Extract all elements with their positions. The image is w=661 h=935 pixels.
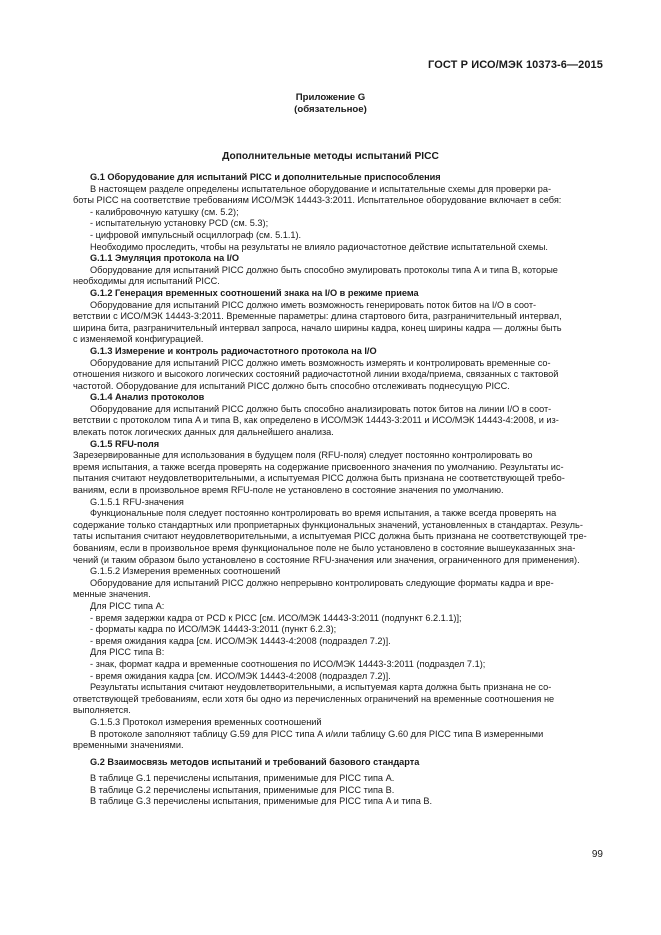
text-line: частотой. Оборудование для испытаний PICC должно быть способно отслеживать поднесущую PICC. bbox=[73, 380, 510, 391]
text-line: Оборудование для испытаний PICC должно быть способно анализировать поток битов на линии I/O в соот- bbox=[90, 403, 552, 414]
text-line: - время ожидания кадра [см. ИСО/МЭК 14443-4:2008 (подраздел 7.2)]. bbox=[90, 670, 391, 681]
text-line: В таблице G.2 перечислены испытания, применимые для PICC типа B. bbox=[90, 784, 395, 795]
text-line: - испытательную установку PCD (см. 5.3); bbox=[90, 218, 269, 229]
text-line: ширина бита, разграничительный интервал запроса, начало ширины кадра, конец ширины кадра — должны быть bbox=[73, 322, 562, 333]
text-line: Результаты испытания считают неудовлетворительными, а испытуемая карта должна быть признана не со- bbox=[90, 682, 552, 693]
text-line: В таблице G.1 перечислены испытания, применимые для PICC типа A. bbox=[90, 773, 395, 784]
text-line: отношения низкого и высокого логических состояний радиочастотной линии входа/приема, связанных с тактовой bbox=[73, 369, 559, 380]
text-line: Оборудование для испытаний PICC должно иметь возможность генерировать поток битов на I/O в соот- bbox=[90, 299, 537, 310]
text-line: влекать поток логических данных для дальнейшего анализа. bbox=[73, 427, 334, 438]
text-line: ветствии с ИСО/МЭК 14443-3:2011. Временные параметры: длина стартового бита, разграничительный интервал, bbox=[73, 311, 562, 322]
text-line: боты PICC на соответствие требованиям ИСО/МЭК 14443-3:2011. Испытательное оборудование включает в себя: bbox=[73, 195, 562, 206]
text-line: G.1.5.2 Измерения временных соотношений bbox=[90, 566, 281, 577]
text-line: ответствующей требованиям, если хотя бы одно из перечисленных ограничений на временные соотношения не bbox=[73, 693, 555, 704]
text-line: Необходимо проследить, чтобы на результаты не влияло радиочастотное действие испытательной схемы. bbox=[90, 241, 548, 252]
subsection-heading: G.2 Взаимосвязь методов испытаний и требований базового стандарта bbox=[90, 756, 420, 767]
subsection-heading: G.1.1 Эмуляция протокола на I/O bbox=[90, 253, 239, 264]
text-line: время испытания, а также всегда проверять на содержание присвоенного значения по умолчанию. Результаты ис- bbox=[73, 461, 564, 472]
text-line: бованиям, если в произвольное время функциональное поле не было установлено в состояние вышеуказанных зна- bbox=[73, 543, 576, 553]
text-line: - время задержки кадра от PCD к PICC [см. ИСО/МЭК 14443-3:2011 (подпункт 6.2.1.1)]; bbox=[90, 612, 462, 623]
document-header: ГОСТ Р ИСО/МЭК 10373-6—2015 bbox=[428, 59, 603, 71]
annex-heading bbox=[0, 92, 661, 116]
text-line: - цифровой импульсный осциллограф (см. 5.1.1). bbox=[90, 229, 302, 240]
text-line: В протоколе заполняют таблицу G.59 для PICC типа A и/или таблицу G.60 для PICC типа B измеренными bbox=[90, 728, 544, 739]
text-line: - знак, формат кадра и временные соотношения по ИСО/МЭК 14443-3:2011 (подраздел 7.1); bbox=[90, 658, 486, 669]
text-line: ветствии с протоколом типа A и типа B, как определено в ИСО/МЭК 14443-3:2011 и ИСО/МЭК 14443-4:2008, и из- bbox=[73, 415, 559, 426]
document-body bbox=[73, 172, 602, 808]
page-number: 99 bbox=[591, 849, 603, 860]
subsection-heading: G.1 Оборудование для испытаний PICC и дополнительные приспособления bbox=[90, 172, 441, 182]
text-line: с изменяемой конфигурацией. bbox=[73, 334, 204, 345]
text-line: ваниям, если в произвольное время RFU-поле не установлено в состояние значения по умолчанию. bbox=[73, 485, 504, 496]
text-line: чений (и таким образом было установлено в состояние RFU-значения или значения, ограниченного для применения). bbox=[73, 554, 580, 565]
text-line: менные значения. bbox=[73, 589, 151, 600]
text-line: В таблице G.3 перечислены испытания, применимые для PICC типа A и типа B. bbox=[90, 796, 433, 807]
annex-title: Приложение G bbox=[295, 92, 366, 103]
text-line: пытания считают неудовлетворительными, а испытуемая PICC должна быть признана не соответствующей требо- bbox=[73, 473, 565, 484]
text-line: - время ожидания кадра [см. ИСО/МЭК 14443-4:2008 (подраздел 7.2)]. bbox=[90, 635, 391, 646]
text-line: Для PICC типа A: bbox=[90, 600, 165, 611]
text-line: В настоящем разделе определены испытательное оборудование и испытательные схемы для проверки ра- bbox=[90, 183, 552, 194]
text-line: Оборудование для испытаний PICC должно иметь возможность измерять и контролировать временные со- bbox=[90, 357, 551, 368]
text-line: временными значениями. bbox=[73, 740, 184, 751]
annex-status: (обязательное) bbox=[294, 104, 367, 115]
text-line: Для PICC типа B: bbox=[90, 647, 165, 658]
subsection-heading: G.1.5 RFU-поля bbox=[90, 438, 160, 449]
text-line: содержание только стандартных или проприетарных функциональных значений, установленных в стандартах. Резуль- bbox=[73, 519, 583, 530]
text-line: Оборудование для испытаний PICC должно непрерывно контролировать следующие форматы кадра и вре- bbox=[90, 577, 554, 588]
text-line: выполняется. bbox=[73, 705, 131, 716]
text-line: Зарезервированные для использования в будущем поля (RFU-поля) следует постоянно контролировать во bbox=[73, 450, 533, 461]
text-line: - калибровочную катушку (см. 5.2); bbox=[90, 206, 239, 217]
section-title: Дополнительные методы испытаний PICC bbox=[222, 151, 439, 162]
text-line: таты испытания считают неудовлетворительными, а испытуемая PICC должна быть признана не соответствующей тре- bbox=[73, 531, 587, 542]
text-line: Оборудование для испытаний PICC должно быть способно эмулировать протоколы типа A и типа B, которые bbox=[90, 264, 558, 275]
text-line: - форматы кадра по ИСО/МЭК 14443-3:2011 (пункт 6.2.3); bbox=[90, 624, 337, 635]
text-line: G.1.5.1 RFU-значения bbox=[90, 496, 184, 507]
subsection-heading: G.1.3 Измерение и контроль радиочастотного протокола на I/O bbox=[90, 345, 377, 356]
subsection-heading: G.1.2 Генерация временных соотношений знака на I/O в режиме приема bbox=[90, 287, 419, 298]
text-line: G.1.5.3 Протокол измерения временных соотношений bbox=[90, 716, 322, 727]
text-line: Функциональные поля следует постоянно контролировать во время испытания, а также всегда проверять на bbox=[90, 508, 557, 519]
subsection-heading: G.1.4 Анализ протоколов bbox=[90, 392, 205, 403]
text-line: необходимы для испытаний PICC. bbox=[73, 276, 220, 287]
